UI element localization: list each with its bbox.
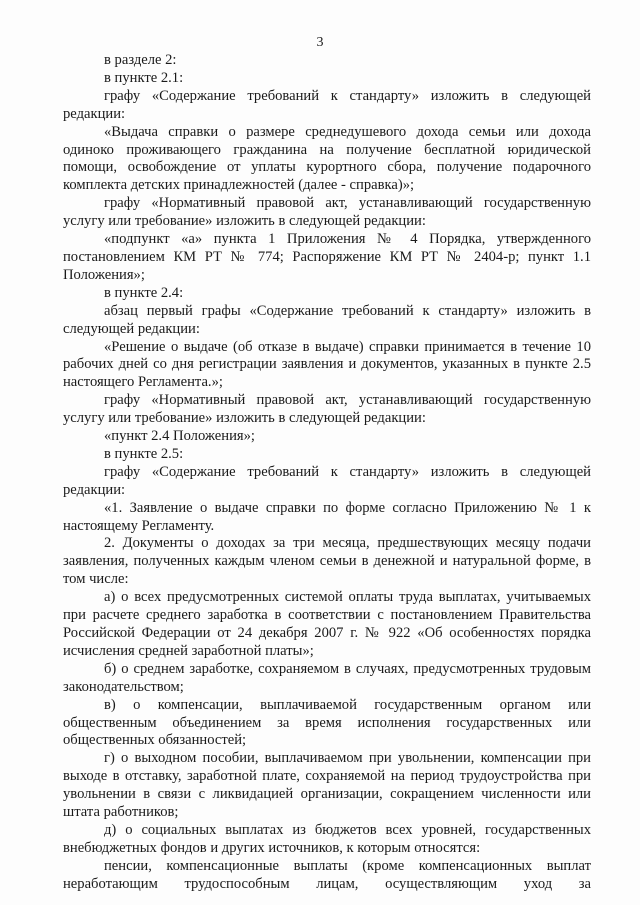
paragraph: в пункте 2.4: (104, 284, 184, 301)
paragraph: г) о выходном пособии, выплачиваемом при увольнении, компенсации при выходе в отставку, заработной плате, сохраняемой на период трудоустройства при увольнении в связи с ликвидацией организации, сокращением численности или штата работников; (63, 750, 591, 821)
paragraph: д) о социальных выплатах из бюджетов всех уровней, государственных внебюджетных фондов и других источников, к которым относятся: (63, 821, 591, 856)
paragraph: 2. Документы о доходах за три месяца, предшествующих месяцу подачи заявления, полученных каждым членом семьи в денежной и натуральной форме, в том числе: (63, 535, 591, 588)
paragraph: б) о среднем заработке, сохраняемом в случаях, предусмотренных трудовым законодательством; (63, 660, 591, 695)
paragraph: в пункте 2.5: (104, 445, 184, 462)
paragraph: графу «Нормативный правовой акт, устанавливающий государственную услугу или требование» изложить в следующей редакции: (63, 195, 591, 230)
paragraph: в) о компенсации, выплачиваемой государственным органом или общественным объединением за время исполнения государственных или общественных обязанностей; (63, 696, 591, 749)
paragraph: «подпункт «а» пункта 1 Приложения № 4 Порядка, утвержденного постановлением КМ РТ № 774; Распоряжение КМ РТ № 2404-р; пункт 1.1 Положения»; (63, 231, 591, 283)
document-body (63, 52, 591, 894)
paragraph: в разделе 2: (104, 52, 177, 68)
paragraph: а) о всех предусмотренных системой оплаты труда выплатах, учитываемых при расчете среднего заработка в соответствии с постановлением Правительства Российской Федерации от 24 декабря 2007 г. № 922 «Об особенностях порядка исчисления средней заработной платы»; (63, 589, 591, 659)
paragraph: «1. Заявление о выдаче справки по форме согласно Приложению № 1 к настоящему Регламенту. (63, 499, 591, 534)
paragraph: графу «Содержание требований к стандарту» изложить в следующей редакции: (63, 463, 591, 498)
paragraph: пенсии, компенсационные выплаты (кроме компенсационных выплат неработающим трудоспособным лицам, осуществляющим уход за (63, 857, 591, 892)
paragraph: «Выдача справки о размере среднедушевого дохода семьи или дохода одиноко проживающего гражданина на получение бесплатной юридической помощи, освобождение от уплаты курортного сбора, получение подарочного комплекта детских принадлежностей (далее - справка)»; (63, 123, 591, 194)
paragraph: графу «Нормативный правовой акт, устанавливающий государственную услугу или требование» изложить в следующей редакции: (63, 392, 591, 427)
paragraph: «Решение о выдаче (об отказе в выдаче) справки принимается в течение 10 рабочих дней со дня регистрации заявления и документов, указанных в пункте 2.5 настоящего Регламента.»; (63, 338, 591, 391)
page-number: 3 (316, 35, 324, 50)
paragraph: абзац первый графы «Содержание требований к стандарту» изложить в следующей редакции: (63, 302, 591, 337)
paragraph: «пункт 2.4 Положения»; (104, 428, 255, 445)
paragraph: в пункте 2.1: (104, 69, 184, 86)
paragraph: графу «Содержание требований к стандарту» изложить в следующей редакции: (63, 87, 591, 122)
